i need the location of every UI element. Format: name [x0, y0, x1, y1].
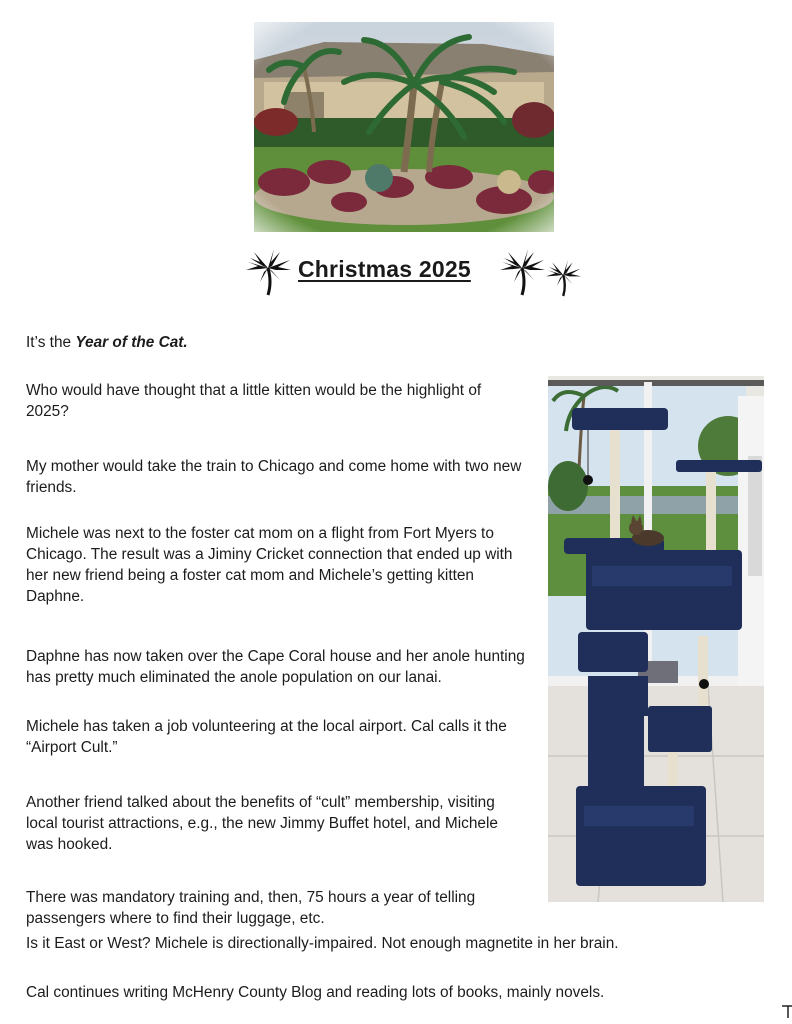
intro-emphasis: Year of the Cat. [75, 334, 188, 351]
paragraph: Michele was next to the foster cat mom on a flight from Fort Myers to Chicago. The result was a Jiminy Cricket connection that ended up with her new friend being a foster cat mom and Michele’s getting kitten Daphne. [26, 525, 513, 605]
palm-tree-icon [546, 258, 582, 298]
intro-line [26, 332, 526, 353]
palm-tree-icon [246, 248, 292, 296]
garden-photo [254, 22, 554, 232]
paragraph: Daphne has now taken over the Cape Coral house and her anole hunting has pretty much eliminated the anole population on our lanai. [26, 648, 525, 686]
paragraph: Michele has taken a job volunteering at the local airport. Cal calls it the “Airport Cult.” [26, 718, 507, 756]
paragraph: Who would have thought that a little kitten would be the highlight of 2025? [26, 382, 482, 420]
page-title: Christmas 2025 [298, 256, 471, 282]
cat-tree-photo [548, 376, 764, 902]
title-row [0, 244, 792, 300]
paragraph: There was mandatory training and, then, 75 hours a year of telling passengers where to find their luggage, etc. [26, 889, 476, 927]
paragraph: Cal continues writing McHenry County Blog and reading lots of books, mainly novels. [26, 984, 605, 1001]
paragraph: My mother would take the train to Chicago and come home with two new friends. [26, 458, 522, 496]
paragraph: Is it East or West? Michele is directionally-impaired. Not enough magnetite in her brain. [26, 935, 619, 952]
palm-tree-icon [500, 248, 546, 296]
paragraph: Another friend talked about the benefits of “cult” membership, visiting local tourist attractions, e.g., the new Jimmy Buffet hotel, and Michele was hooked. [26, 794, 498, 853]
corner-mark [782, 1004, 792, 1018]
intro-prefix: It’s the [26, 334, 76, 351]
